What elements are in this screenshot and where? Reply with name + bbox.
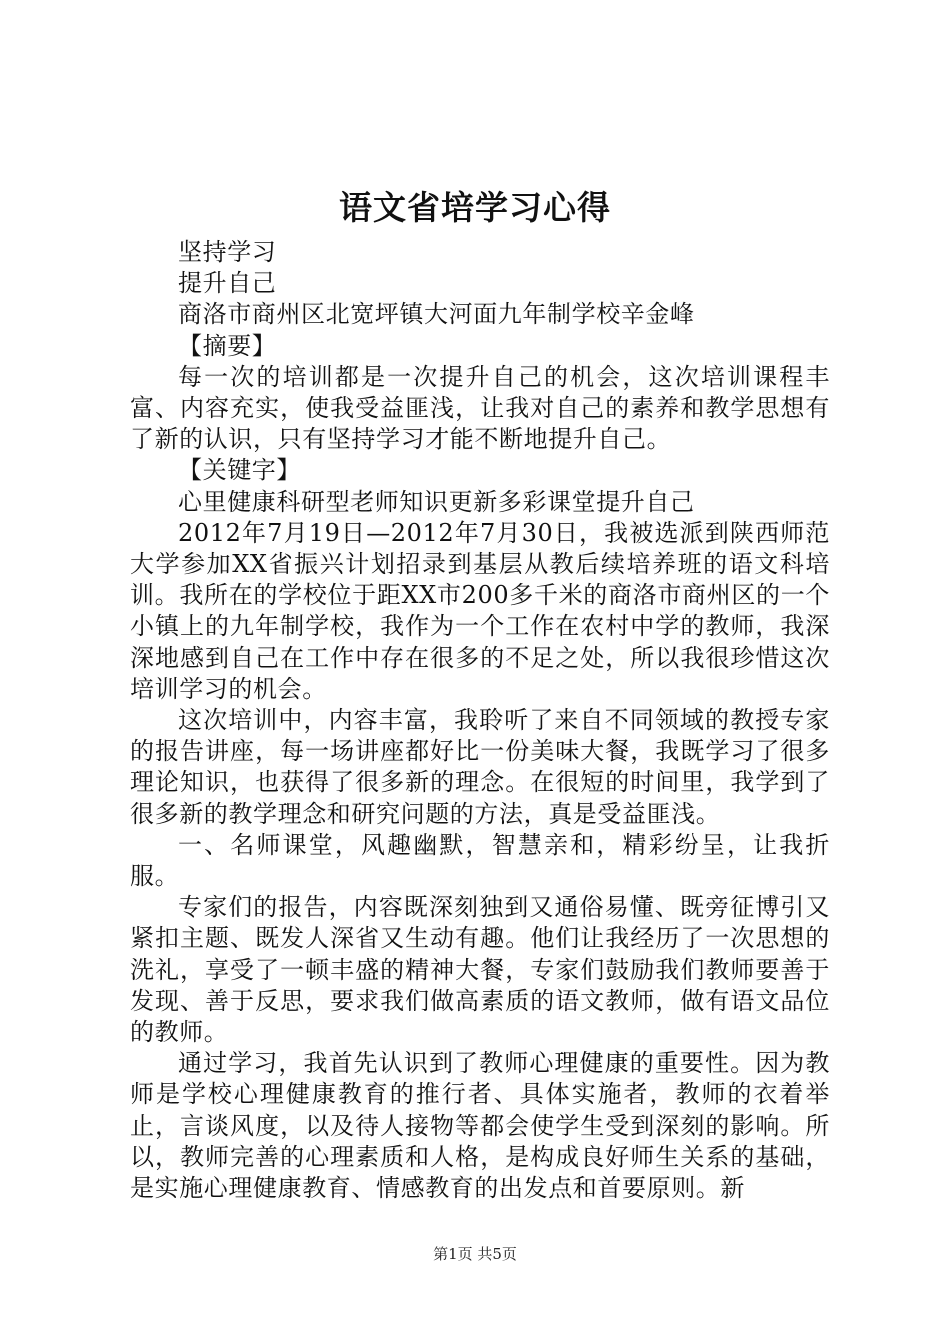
paragraph-body: 通过学习，我首先认识到了教师心理健康的重要性。因为教师是学校心理健康教育的推行者、具体实施者，教师的衣着举止，言谈风度，以及待人接物等都会使学生受到深刻的影响。所以，教师完善的心理素质和人格，是构成良好师生关系的基础，是实施心理健康教育、情感教育的出发点和首要原则。新 <box>130 1049 830 1203</box>
paragraph-keywords-heading: 【关键字】 <box>178 456 301 485</box>
paragraph-subtitle-2: 提升自己 <box>178 269 277 298</box>
document-title: 语文省培学习心得 <box>339 188 611 227</box>
paragraph-body: 这次培训中，内容丰富，我聆听了来自不同领域的教授专家的报告讲座，每一场讲座都好比一份美味大餐，我既学习了很多理论知识，也获得了很多新的理念。在很短的时间里，我学到了很多新的教学理念和研究问题的方法，真是受益匪浅。 <box>130 706 830 828</box>
paragraph-section-heading: 一、名师课堂，风趣幽默，智慧亲和，精彩纷呈，让我折服。 <box>130 830 830 891</box>
paragraph-keywords: 心里健康科研型老师知识更新多彩课堂提升自己 <box>178 487 695 516</box>
paragraph-abstract-heading: 【摘要】 <box>178 331 277 360</box>
page-footer: 第1页 共5页 <box>433 1245 517 1263</box>
paragraph-subtitle-1: 坚持学习 <box>178 238 277 266</box>
paragraph-author: 商洛市商州区北宽坪镇大河面九年制学校辛金峰 <box>178 300 695 329</box>
document-body <box>130 237 830 1204</box>
paragraph-abstract: 每一次的培训都是一次提升自己的机会，这次培训课程丰富、内容充实，使我受益匪浅，让我对自己的素养和教学思想有了新的认识，只有坚持学习才能不断地提升自己。 <box>130 362 830 454</box>
paragraph-body: 专家们的报告，内容既深刻独到又通俗易懂、既旁征博引又紧扣主题、既发人深省又生动有趣。他们让我经历了一次思想的洗礼，享受了一顿丰盛的精神大餐，专家们鼓励我们教师要善于发现、善于反思，要求我们做高素质的语文教师，做有语文品位的教师。 <box>130 893 830 1047</box>
paragraph-body: 2012年7月19日—2012年7月30日，我被选派到陕西师范大学参加XX省振兴计划招录到基层从教后续培养班的语文科培训。我所在的学校位于距XX市200多千米的商洛市商州区的一个小镇上的九年制学校，我作为一个工作在农村中学的教师，我深深地感到自己在工作中存在很多的不足之处，所以我很珍惜这次培训学习的机会。 <box>130 518 830 703</box>
